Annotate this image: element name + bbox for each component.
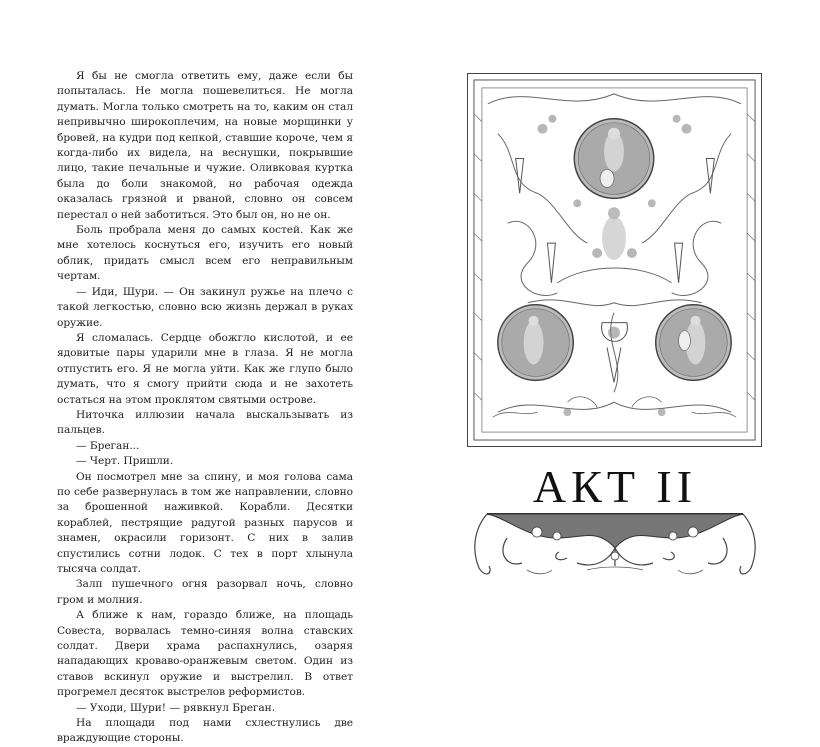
paragraph: — Уходи, Шури! — рявкнул Бреган. <box>76 701 276 714</box>
paragraph: Залп пушечного огня разорвал ночь, словно гром и молния. <box>57 578 353 606</box>
body-text <box>57 69 353 747</box>
paragraph: — Иди, Шури. — Он закинул ружье на плечо с такой легкостью, словно всю жизнь держал в руках оружие. <box>57 285 353 329</box>
ornament-icon <box>467 508 763 588</box>
paragraph: А ближе к нам, гораздо ближе, на площадь Совеста, ворвалась темно-синяя волна ставских солдат. Двери храма распахнулись, озаряя нападающих кроваво-оранжевым светом. Один из ставов вскинул оружие и выстрелил. В ответ прогремел десяток выстрелов реформистов. <box>57 609 353 699</box>
paragraph: — Бреган... <box>76 439 140 452</box>
paragraph: Он посмотрел мне за спину, и моя голова сама по себе развернулась в том же направлении, словно за брошенной наживкой. Корабли. Десятки кораблей, пестрящие радугой разных парусов и знамен, окрасили горизонт. С них в залив спустились сотни лодок. С тех в порт хлынула тысяча солдат. <box>57 470 353 575</box>
paragraph: Боль пробрала меня до самых костей. Как же мне хотелось коснуться его, изучить его новый облик, придать смысл всем его неправильным чертам. <box>57 224 353 283</box>
paragraph: Я бы не смогла ответить ему, даже если бы попыталась. Не могла пошевелиться. Не могла думать. Могла только смотреть на то, каким он стал непривычно широкоплечим, на новые морщинки у бровей, на кудри под кепкой, ставшие короче, чем я когда-либо их видела, на веснушки, покрывшие лицо, такие печальные и чужие. Оливковая куртка была до боли знакомой, но рабочая одежда оказалась грязной и рваной, словно он совсем перестал о ней заботиться. Это был он, но не он. <box>57 70 353 221</box>
paragraph: — Черт. Пришли. <box>76 455 174 468</box>
baroque-ornament <box>467 508 763 588</box>
right-page <box>410 0 820 637</box>
act-title: АКТ II <box>532 461 698 512</box>
paragraph: Я сломалась. Сердце обожгло кислотой, и ее ядовитые пары ударили мне в глаза. Я не могла отпустить его. Я не могла уйти. Как же глупо было думать, что я смогу прийти сюда и не захотеть остаться на этом проклятом святыми острове. <box>57 331 353 406</box>
paragraph: На площади под нами схлестнулись две враждующие стороны. <box>57 717 353 745</box>
left-page <box>0 0 410 745</box>
paragraph: Ниточка иллюзии начала выскальзывать из пальцев. <box>57 408 353 437</box>
engraving-icon <box>468 74 761 446</box>
ornamental-engraving-illustration <box>467 73 762 447</box>
